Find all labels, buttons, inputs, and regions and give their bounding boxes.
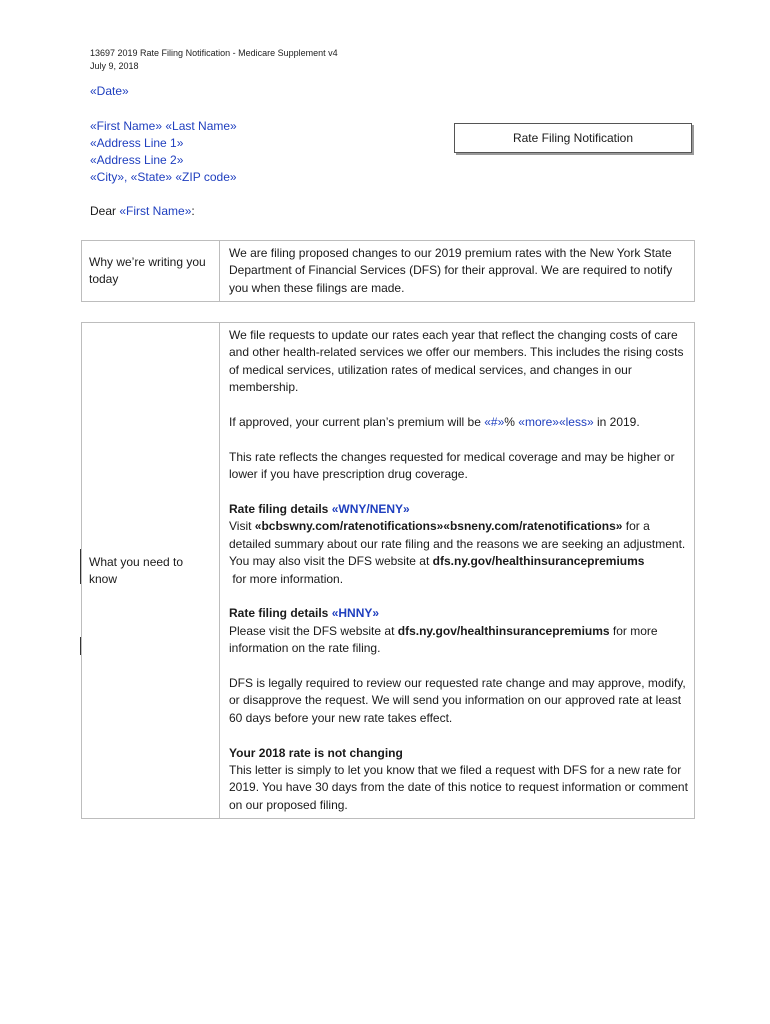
paragraph-rate-requests: We file requests to update our rates each year that reflect the changing costs of care and other health-related services we offer our members. This includes the rising costs of medical services, utilization rates of medical services, and changes in our membership. bbox=[229, 328, 684, 395]
wny-neny-url-field bbox=[255, 519, 623, 533]
paragraph-rate-not-changing bbox=[229, 745, 688, 815]
wny-neny-url-text: «bcbswny.com/ratenotifications»«bsneny.com/ratenotifications» bbox=[254, 519, 623, 534]
hnny-text-a: Please visit the DFS website at bbox=[229, 623, 398, 638]
address-line-1: «Address Line 1» bbox=[90, 136, 184, 150]
wny-neny-text-a: Visit bbox=[229, 519, 255, 534]
document-date: July 9, 2018 bbox=[90, 61, 139, 71]
section-what-to-know-body bbox=[220, 323, 695, 819]
section-why-writing-label-cell bbox=[82, 241, 220, 302]
wny-neny-field: «WNY/NENY» bbox=[331, 502, 410, 517]
notification-box bbox=[454, 123, 692, 153]
salutation-suffix: : bbox=[191, 204, 195, 218]
wny-neny-text-c: for more information. bbox=[229, 571, 344, 586]
section-why-writing-body bbox=[220, 241, 695, 302]
hnny-body bbox=[229, 623, 688, 658]
hnny-heading-text: Rate filing details bbox=[229, 606, 332, 621]
address-name-line: «First Name» «Last Name» bbox=[90, 119, 237, 133]
premium-text-b: % bbox=[504, 415, 519, 430]
address-city-line: «City», «State» «ZIP code» bbox=[90, 170, 237, 184]
margin-cursor-mark-2 bbox=[80, 637, 81, 655]
hnny-text-b: for more information on the rate filing. bbox=[229, 623, 661, 656]
dfs-url-2: dfs.ny.gov/healthinsurancepremiums bbox=[397, 623, 610, 638]
section-why-writing-label: Why we’re writing you today bbox=[89, 255, 206, 287]
section-why-writing bbox=[81, 240, 695, 302]
date-field: «Date» bbox=[90, 84, 129, 98]
wny-neny-heading bbox=[229, 501, 688, 518]
wny-neny-body bbox=[229, 518, 688, 588]
margin-cursor-mark-1 bbox=[80, 549, 81, 584]
section-why-writing-text: We are filing proposed changes to our 2019 premium rates with the New York State Department of Financial Services (DFS) for their approval. We are required to notify you when these filings are made. bbox=[229, 246, 673, 295]
document-id: 13697 2019 Rate Filing Notification - Medicare Supplement v4 bbox=[90, 48, 338, 58]
paragraph-wny-neny-details bbox=[229, 501, 688, 588]
section-what-to-know-label-cell bbox=[82, 323, 220, 819]
rate-not-changing-heading-text: Your 2018 rate is not changing bbox=[229, 745, 403, 760]
paragraph-dfs-review: DFS is legally required to review our requested rate change and may approve, modify, or disapprove the request. We will send you information on our approved rate at least 60 days before your new rate takes effect. bbox=[229, 676, 686, 725]
salutation bbox=[90, 204, 195, 218]
paragraph-premium-change bbox=[229, 414, 688, 431]
rate-not-changing-heading bbox=[229, 745, 688, 762]
hnny-field: «HNNY» bbox=[331, 606, 380, 621]
more-less-field: «more»«less» bbox=[518, 415, 594, 430]
percent-field: «#» bbox=[484, 415, 505, 430]
dfs-url-1: dfs.ny.gov/healthinsurancepremiums bbox=[432, 554, 645, 569]
wny-neny-text-b: for a detailed summary about our rate filing and the reasons we are seeking an adjustment. You may also visit the DFS website at bbox=[229, 519, 689, 569]
salutation-first-name-field: «First Name» bbox=[119, 204, 192, 218]
hnny-heading bbox=[229, 605, 688, 622]
premium-text-a: If approved, your current plan’s premium will be bbox=[229, 415, 485, 430]
section-what-to-know bbox=[81, 322, 695, 819]
paragraph-hnny-details bbox=[229, 605, 688, 657]
salutation-prefix: Dear bbox=[90, 204, 120, 218]
premium-text-c: in 2019. bbox=[593, 415, 640, 430]
rate-not-changing-text: This letter is simply to let you know that we filed a request with DFS for a new rate for 2019. You have 30 days from the date of this notice to request information or comment on our proposed filing. bbox=[229, 763, 688, 812]
wny-neny-heading-text: Rate filing details bbox=[229, 502, 332, 517]
notification-box-label: Rate Filing Notification bbox=[512, 131, 634, 145]
section-what-to-know-label: What you need to know bbox=[89, 554, 184, 586]
paragraph-coverage-note: This rate reflects the changes requested for medical coverage and may be higher or lower if you have prescription drug coverage. bbox=[229, 449, 675, 482]
address-line-2: «Address Line 2» bbox=[90, 153, 184, 167]
